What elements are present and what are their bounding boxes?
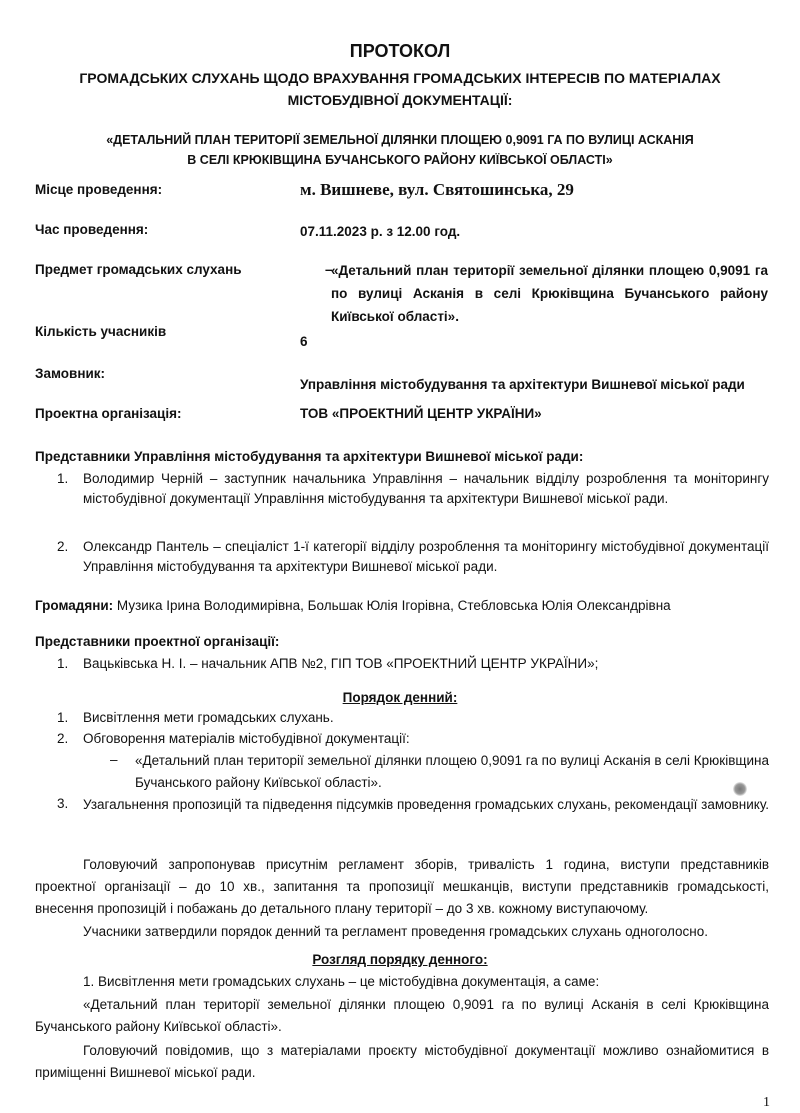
plan-title bbox=[60, 130, 740, 170]
representative-number: 2. bbox=[57, 539, 69, 554]
agenda-item-1: Висвітлення мети громадських слухань. bbox=[83, 710, 334, 725]
time-label: Час проведення: bbox=[35, 222, 149, 237]
review-heading: Розгляд порядку денного: bbox=[312, 952, 488, 967]
place-value: м. Вишневе, вул. Святошинська, 29 bbox=[300, 180, 574, 199]
document-subtitle bbox=[60, 68, 740, 111]
organization-label: Проектна організація: bbox=[35, 406, 182, 421]
agenda-number: 1. bbox=[57, 710, 69, 725]
agenda-sub-dash: – bbox=[110, 752, 118, 767]
agenda-item-2: Обговорення матеріалів містобудівної документації: bbox=[83, 731, 410, 746]
project-rep-item: Вацьківська Н. І. – начальник АПВ №2, ГІП ТОВ «ПРОЕКТНИЙ ЦЕНТР УКРАЇНИ»; bbox=[83, 656, 599, 671]
subtitle-line-1: ГРОМАДСЬКИХ СЛУХАНЬ ЩОДО ВРАХУВАННЯ ГРОМАДСЬКИХ ІНТЕРЕСІВ ПО МАТЕРІАЛАХ bbox=[79, 70, 721, 86]
representatives-heading: Представники Управління містобудування та архітектури Вишневої міської ради: bbox=[35, 449, 584, 464]
plan-title-line-1: «ДЕТАЛЬНИЙ ПЛАН ТЕРИТОРІЇ ЗЕМЕЛЬНОЇ ДІЛЯНКИ ПЛОЩЕЮ 0,9091 ГА ПО ВУЛИЦІ АСКАНІЯ bbox=[106, 133, 694, 147]
citizens-label: Громадяни: bbox=[35, 598, 114, 613]
review-item-1: 1. Висвітлення мети громадських слухань – це містобудівна документація, а саме: bbox=[83, 974, 600, 989]
review-info-paragraph: Головуючий повідомив, що з матеріалами проєкту містобудівної документації можливо ознайомитися в приміщенні Вишневої міської ради. bbox=[35, 1043, 769, 1080]
customer-value: Управління містобудування та архітектури Вишневої міської ради bbox=[300, 377, 745, 392]
representative-number: 1. bbox=[57, 471, 69, 486]
project-rep-number: 1. bbox=[57, 656, 69, 671]
agenda-number: 2. bbox=[57, 731, 69, 746]
project-reps-heading: Представники проектної організації: bbox=[35, 634, 280, 649]
participants-value: 6 bbox=[300, 334, 308, 349]
review-plan-paragraph: «Детальний план території земельної ділянки площею 0,9091 га по вулиці Асканія в селі Крюківщина Бучанського району Київської області». bbox=[35, 997, 769, 1034]
document-title: ПРОТОКОЛ bbox=[349, 41, 451, 61]
plan-title-line-2: В СЕЛІ КРЮКІВЩИНА БУЧАНСЬКОГО РАЙОНУ КИЇВСЬКОЇ ОБЛАСТІ» bbox=[187, 153, 613, 167]
scan-smudge bbox=[733, 782, 747, 796]
agenda-sub-item: «Детальний план території земельної ділянки площею 0,9091 га по вулиці Асканія в селі Крюківщина Бучанського району Київської області». bbox=[135, 753, 769, 791]
regulation-paragraph: Головуючий запропонував присутнім регламент зборів, тривалість 1 година, виступи представників проектної організації – до 10 хв., запитання та пропозиції мешканців, виступи представників громадськості, внесення пропозицій і побажань до детального плану території – до 3 хв. кожному виступаючому. bbox=[35, 857, 769, 916]
agenda-item-3: Узагальнення пропозицій та підведення підсумків проведення громадських слухань, рекомендації замовнику. bbox=[83, 797, 769, 812]
subject-value: «Детальний план території земельної ділянки площею 0,9091 га по вулиці Асканія в селі Крюківщина Бучанського району Київської області». bbox=[331, 263, 768, 324]
page-number: 1 bbox=[763, 1095, 770, 1110]
agenda-number: 3. bbox=[57, 796, 69, 811]
approval-paragraph: Учасники затвердили порядок денний та регламент проведення громадських слухань одноголосно. bbox=[83, 924, 708, 939]
citizens-names: Музика Ірина Володимирівна, Большак Юлія Ігорівна, Стебловська Юлія Олександрівна bbox=[113, 598, 671, 613]
organization-value: ТОВ «ПРОЕКТНИЙ ЦЕНТР УКРАЇНИ» bbox=[300, 406, 542, 421]
subject-dash: – bbox=[325, 262, 333, 277]
participants-label: Кількість учасників bbox=[35, 324, 167, 339]
subject-label: Предмет громадських слухань bbox=[35, 262, 242, 277]
agenda-heading: Порядок денний: bbox=[342, 690, 458, 705]
representative-item: Володимир Черній – заступник начальника Управління – начальник відділу розроблення та моніторингу містобудівної документації Управління містобудування та архітектури Вишневої міської ради. bbox=[83, 471, 769, 507]
time-value: 07.11.2023 р. з 12.00 год. bbox=[300, 224, 461, 239]
subtitle-line-2: МІСТОБУДІВНОЇ ДОКУМЕНТАЦІЇ: bbox=[287, 91, 513, 108]
place-label: Місце проведення: bbox=[35, 182, 163, 197]
representative-item: Олександр Пантель – спеціаліст 1-ї категорії відділу розроблення та моніторингу містобудівної документації Управління містобудування та архітектури Вишневої міської ради. bbox=[83, 539, 769, 575]
citizens-line bbox=[35, 596, 775, 616]
customer-label: Замовник: bbox=[35, 366, 106, 381]
